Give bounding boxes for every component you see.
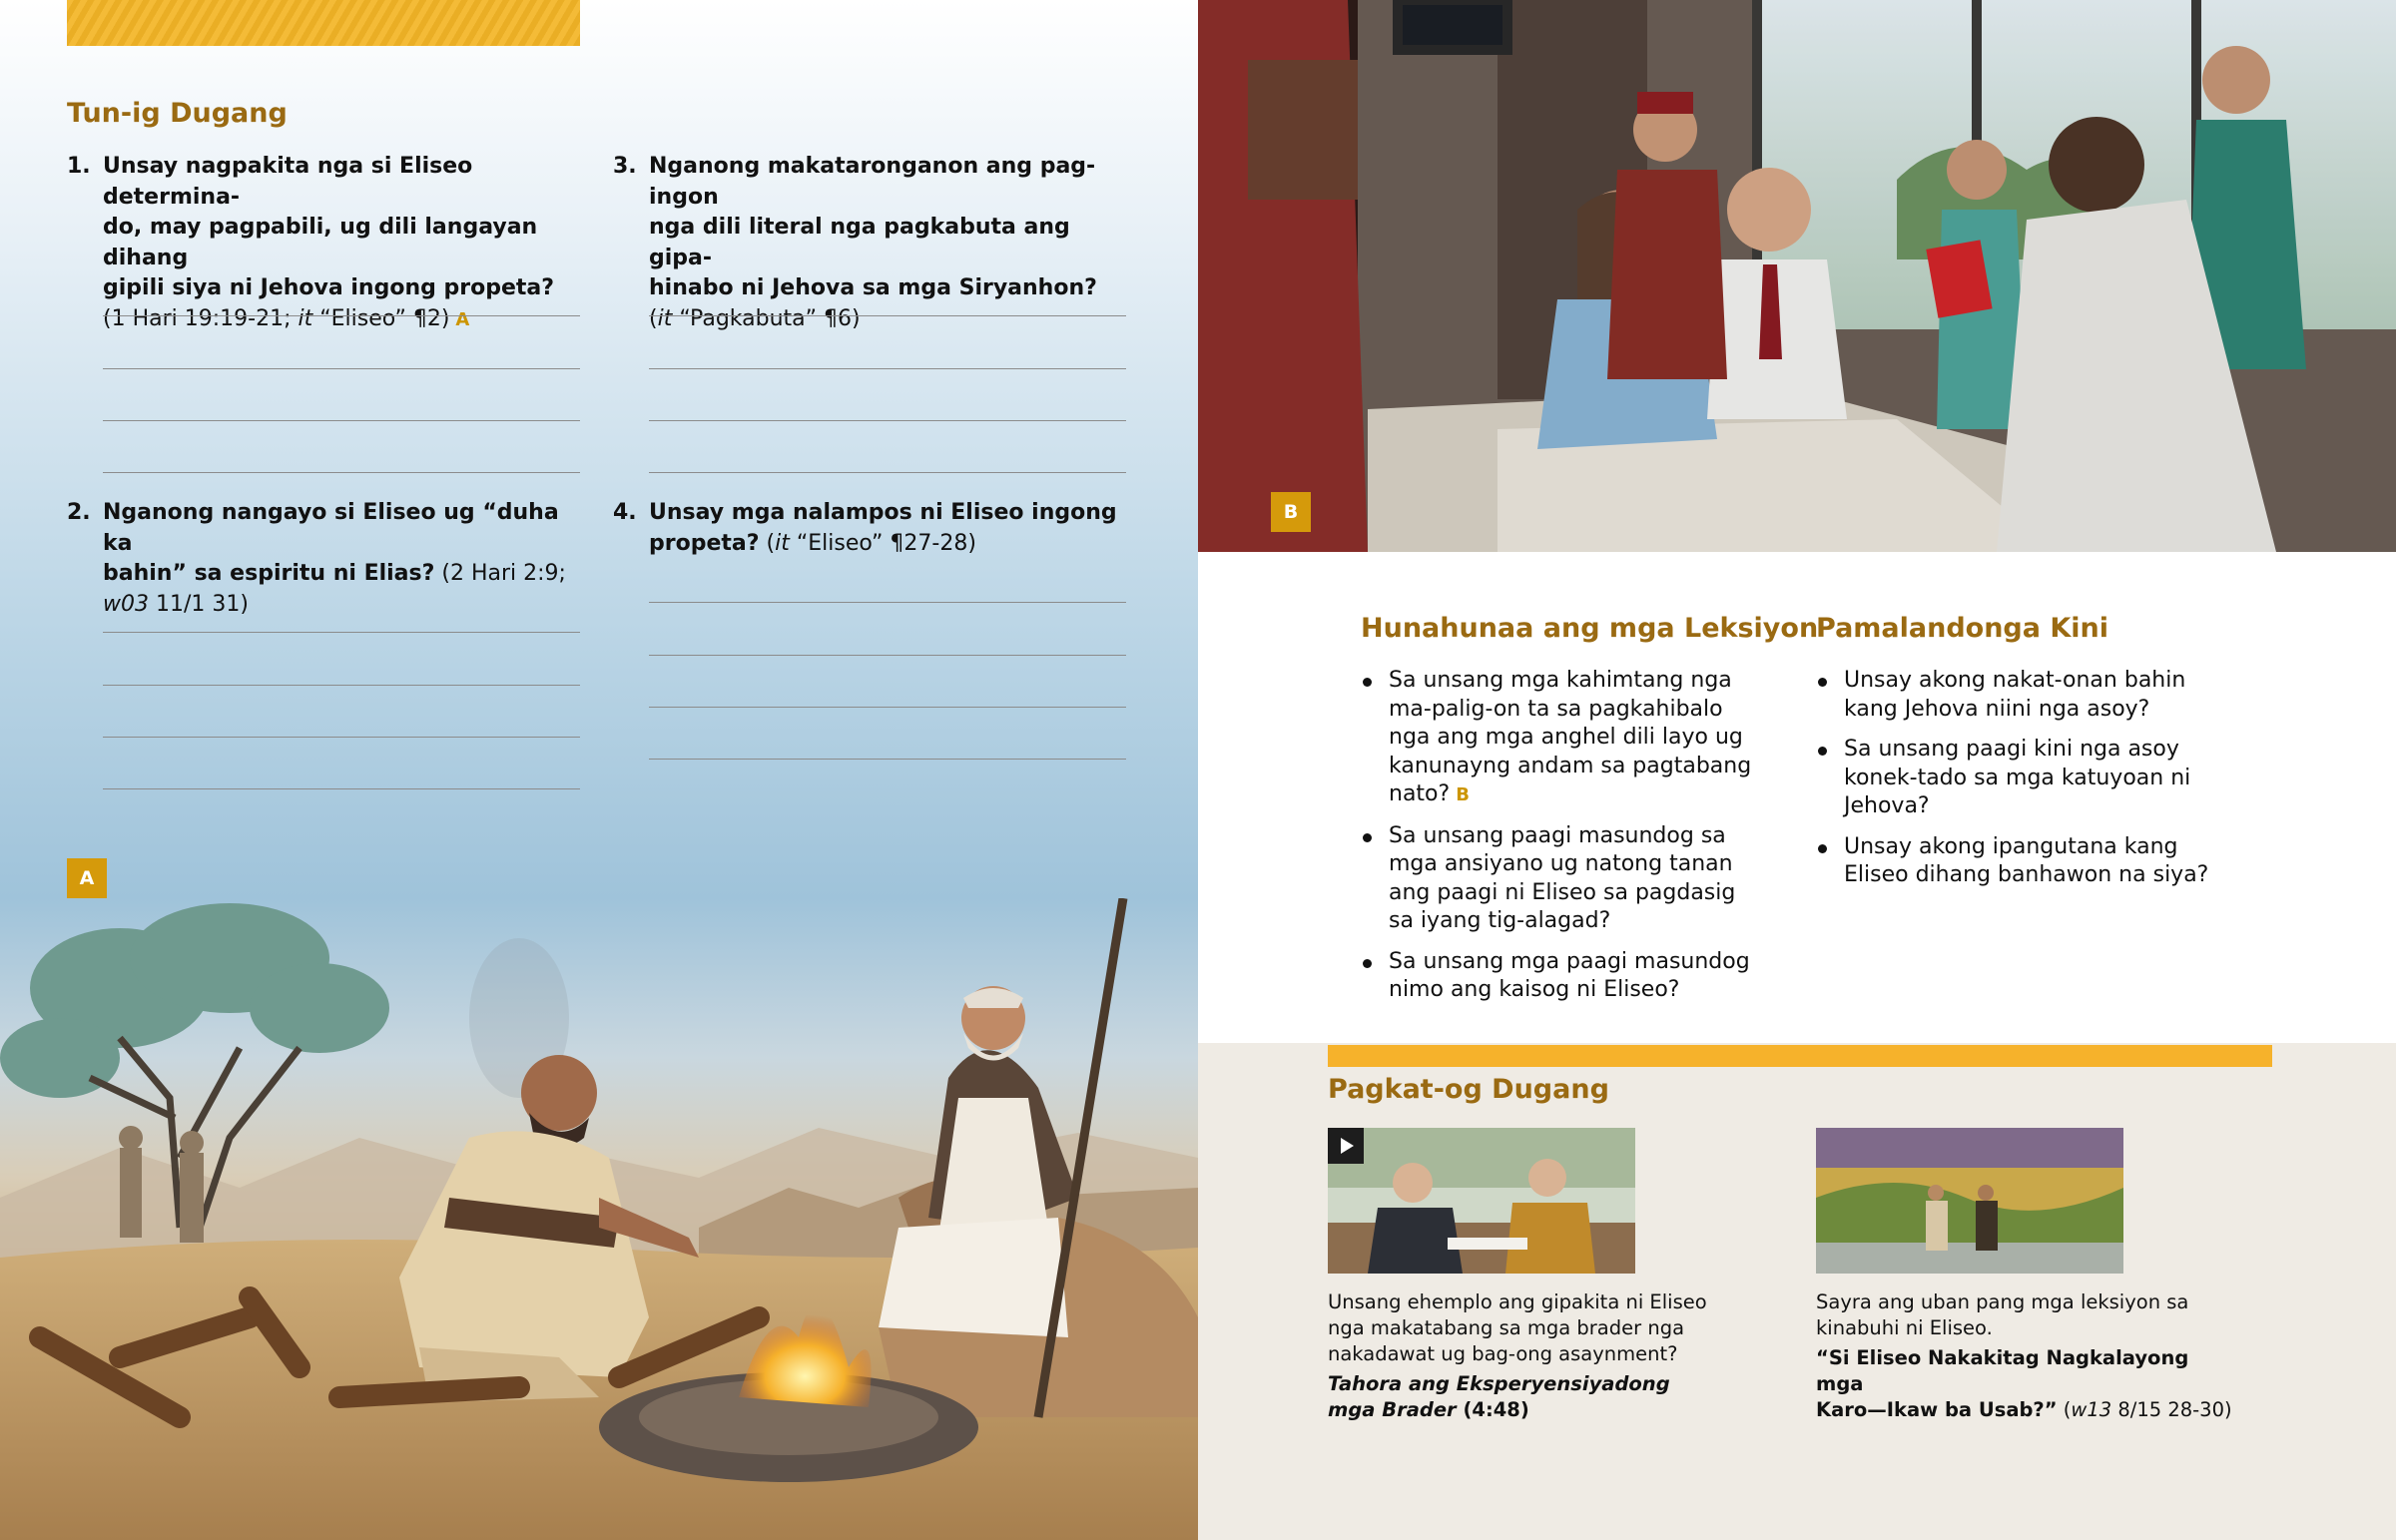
question-text: Unsay mga nalampos ni Eliseo ingong [649, 500, 1117, 525]
list-item: Unsay akong nakat-onan bahin kang Jehova niini nga asoy? [1816, 667, 2245, 724]
photo-hospital-scene [1198, 0, 2396, 552]
answer-line[interactable] [103, 472, 580, 473]
question-reference: (2 Hari 2:9; [434, 561, 566, 586]
reflect-title: Pamalandonga Kini [1816, 613, 2109, 644]
image-ref-marker: A [455, 308, 470, 330]
question-number: 3. [613, 154, 637, 179]
answer-line[interactable] [103, 685, 580, 686]
article-caption: Sayra ang uban pang mga leksiyon sa kinabuhi ni Eliseo. “Si Eliseo Nakakitag Nagkalayong mga Karo—Ikaw ba Usab?” (w13 8/15 28-30) [1816, 1289, 2235, 1423]
image-marker-a: A [67, 858, 107, 898]
more-title: Pagkat-og Dugang [1328, 1074, 1609, 1105]
right-page [1198, 0, 2396, 1540]
video-duration: (4:48) [1456, 1398, 1529, 1421]
illustration-eliseo-campfire [0, 898, 1198, 1540]
question-text: Nganong nangayo si Eliseo ug “duha ka [103, 500, 559, 556]
list-item: Sa unsang mga kahimtang nga ma-palig-on ta sa pagkahibalo nga ang mga anghel dili layo ug kanunayng andam sa pagtabang nato? B [1361, 667, 1760, 810]
answer-line[interactable] [649, 655, 1126, 656]
answer-line[interactable] [649, 759, 1126, 760]
article-title[interactable]: “Si Eliseo Nakakitag Nagkalayong mga [1816, 1346, 2189, 1395]
question-number: 4. [613, 500, 637, 525]
question-text: Nganong makataronganon ang pag-ingon [649, 154, 1096, 210]
answer-line[interactable] [649, 420, 1126, 421]
question-number: 2. [67, 500, 91, 525]
list-item: Sa unsang paagi masundog sa mga ansiyano ug natong tanan ang paagi ni Eliseo sa pagdasig sa iyang tig-alagad? [1361, 822, 1760, 936]
answer-line[interactable] [103, 315, 580, 316]
article-title[interactable]: Karo—Ikaw ba Usab?” (w13 8/15 28-30) [1816, 1398, 2232, 1421]
list-item: Unsay akong ipangutana kang Eliseo dihang banhawon na siya? [1816, 833, 2245, 890]
video-caption: Unsang ehemplo ang gipakita ni Eliseo nga makatabang sa mga brader nga nakadawat ug bag-ong asaynment? Tahora ang Eksperyensiyadong mga Brader (4:48) [1328, 1289, 1727, 1423]
decorative-band [67, 0, 580, 46]
more-panel-bar [1328, 1045, 2272, 1067]
answer-line[interactable] [649, 602, 1126, 603]
article-thumbnail[interactable] [1816, 1128, 2123, 1274]
question-text: bahin” sa espiritu ni Elias? [103, 561, 435, 586]
question-text: hinabo ni Jehova sa mga Siryanhon? [649, 275, 1097, 300]
video-title[interactable]: Tahora ang Eksperyensiyadong [1328, 1372, 1670, 1395]
video-thumbnail[interactable] [1328, 1128, 1635, 1274]
question-text: propeta? [649, 530, 760, 556]
lessons-title: Hunahunaa ang mga Leksiyon [1361, 613, 1819, 644]
answer-line[interactable] [649, 315, 1126, 316]
answer-line[interactable] [103, 368, 580, 369]
answer-line[interactable] [103, 420, 580, 421]
question-text: do, may pagpabili, ug dili langayan dihang [103, 215, 538, 270]
answer-line[interactable] [649, 472, 1126, 473]
answer-line[interactable] [649, 707, 1126, 708]
photo-ref-marker: B [1456, 784, 1470, 805]
question-reference: (1 Hari 19:19-21; it “Eliseo” ¶2) A [103, 305, 470, 331]
list-item: Sa unsang paagi kini nga asoy konek-tado sa mga katuyoan ni Jehova? [1816, 736, 2245, 821]
video-title[interactable]: mga Brader (4:48) [1328, 1398, 1529, 1421]
question-reference: w03 11/1 31) [103, 591, 249, 617]
question-text: gipili siya ni Jehova ingong propeta? [103, 275, 555, 300]
answer-line[interactable] [649, 368, 1126, 369]
answer-line[interactable] [103, 632, 580, 633]
section-title: Tun-ig Dugang [67, 98, 288, 129]
reflect-list [1816, 667, 2245, 902]
question-text: nga dili literal nga pagkabuta ang gipa- [649, 215, 1070, 270]
list-item: Sa unsang mga paagi masundog nimo ang kaisog ni Eliseo? [1361, 948, 1760, 1005]
answer-line[interactable] [103, 788, 580, 789]
answer-line[interactable] [103, 737, 580, 738]
lessons-list [1361, 667, 1760, 1017]
question-reference: (it “Pagkabuta” ¶6) [649, 305, 861, 331]
tree [0, 903, 389, 1098]
photo-marker-b: B [1271, 492, 1311, 532]
question-reference: (it “Eliseo” ¶27-28) [759, 530, 976, 556]
question-text: Unsay nagpakita nga si Eliseo determina- [103, 154, 473, 210]
question-number: 1. [67, 154, 91, 179]
